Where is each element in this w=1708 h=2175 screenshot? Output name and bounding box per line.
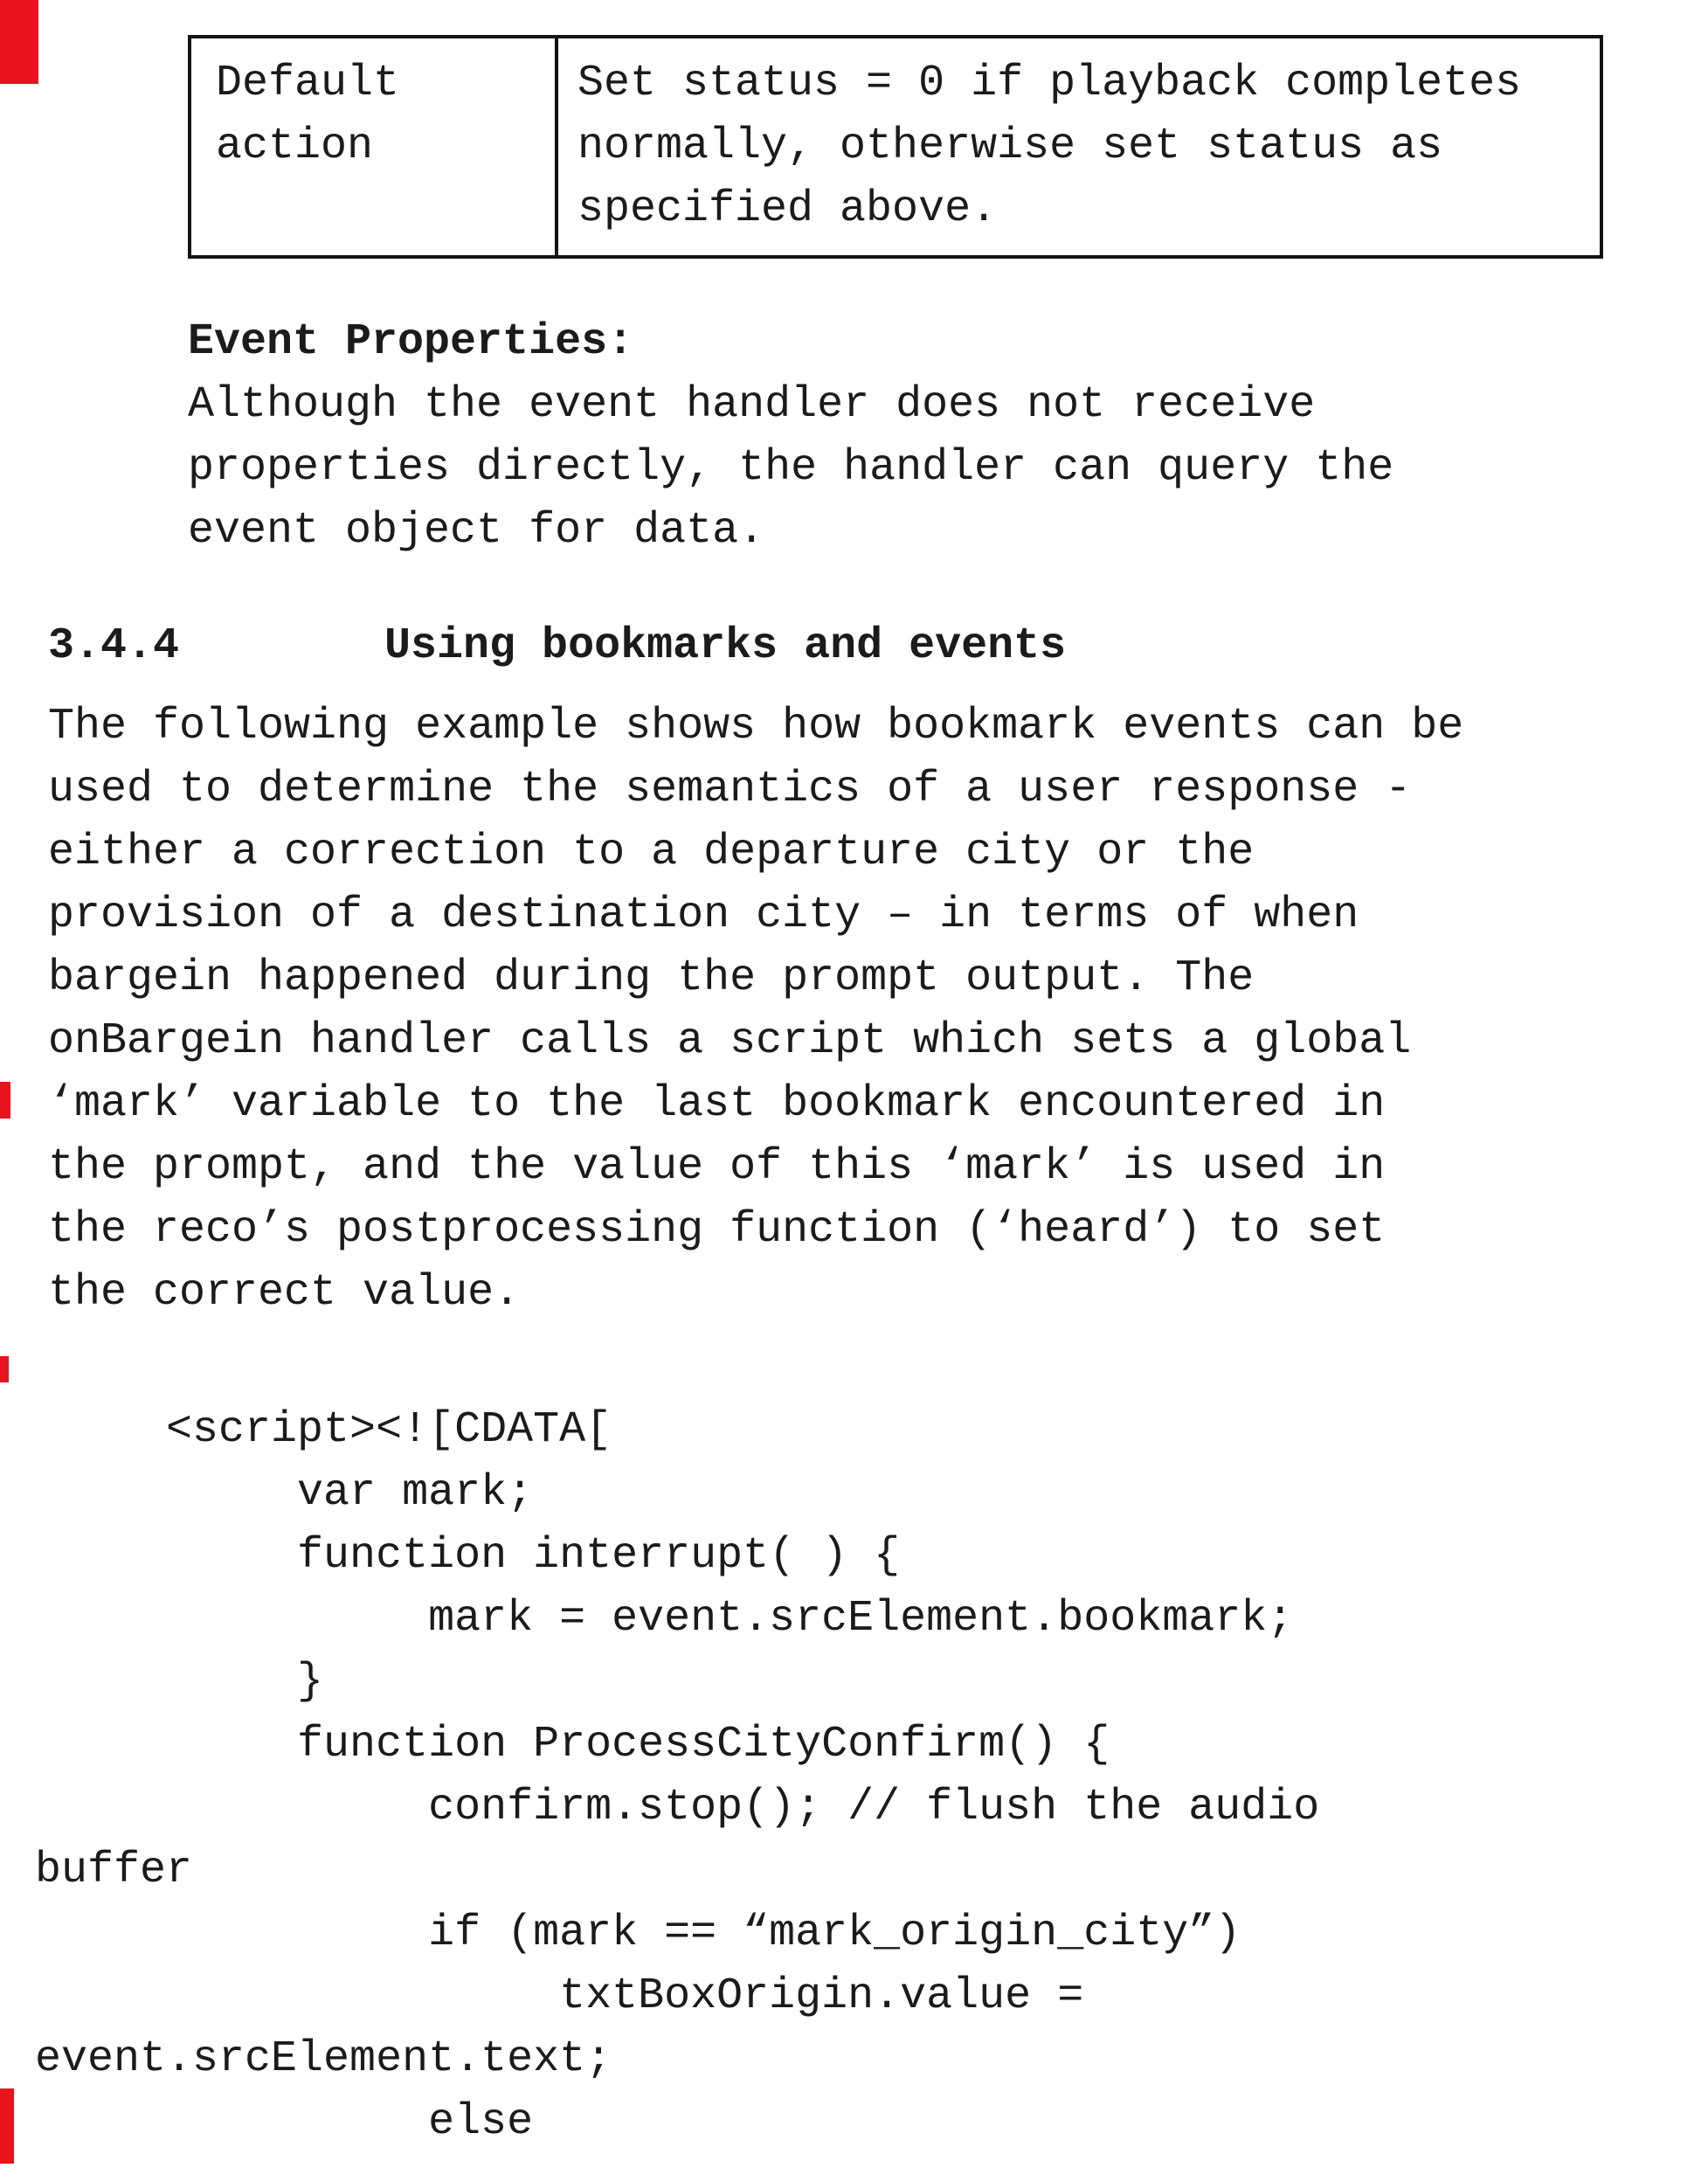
code-block <box>35 1399 1708 2154</box>
code-line: } <box>35 1657 324 1707</box>
section-number: 3.4.4 <box>48 621 180 671</box>
table-definition-line: Set status = 0 if playback completes <box>577 59 1522 108</box>
code-line: function ProcessCityConfirm() { <box>35 1720 1110 1770</box>
default-action-table <box>188 35 1603 259</box>
code-line: txtBoxOrigin.value = <box>35 1971 1084 2021</box>
code-line: var mark; <box>35 1468 534 1518</box>
code-line: mark = event.srcElement.bookmark; <box>35 1594 1294 1644</box>
table-cell-term <box>191 38 558 255</box>
code-line: function interrupt( ) { <box>35 1531 901 1581</box>
scan-artifact-top-left <box>0 0 38 84</box>
table-cell-definition <box>558 38 1600 255</box>
paragraph-line: the prompt, and the value of this ‘mark’ is used in <box>48 1142 1386 1192</box>
body-paragraph <box>48 696 1708 1325</box>
code-line: event.srcElement.text; <box>35 2034 612 2084</box>
code-line: else <box>35 2097 534 2147</box>
table-term-line: action <box>216 121 374 171</box>
paragraph-line: onBargein handler calls a script which sets a global <box>48 1016 1412 1066</box>
paragraph-line: event object for data. <box>188 506 765 556</box>
paragraph-line: ‘mark’ variable to the last bookmark encountered in <box>48 1079 1386 1129</box>
code-line: <script><![CDATA[ <box>35 1405 612 1455</box>
code-line: if (mark == “mark_origin_city”) <box>35 1908 1241 1958</box>
code-line: buffer <box>35 1846 193 1895</box>
paragraph-line: used to determine the semantics of a user response - <box>48 765 1412 814</box>
paragraph-line: the correct value. <box>48 1268 521 1318</box>
event-properties-heading: Event Properties: <box>188 317 634 367</box>
code-line: confirm.stop(); // flush the audio <box>35 1783 1320 1832</box>
scan-artifact-bottom-left <box>0 2088 14 2164</box>
paragraph-line: either a correction to a departure city or the <box>48 828 1255 877</box>
paragraph-line: the reco’s postprocessing function (‘heard’) to set <box>48 1205 1386 1255</box>
table-definition-line: normally, otherwise set status as <box>577 121 1443 171</box>
paragraph-line: Although the event handler does not receive <box>188 380 1316 430</box>
table-definition-line: specified above. <box>577 184 998 234</box>
scan-artifact-left-edge-2 <box>0 1356 9 1382</box>
table-term-line: Default <box>216 59 400 108</box>
section-heading <box>48 615 1708 678</box>
event-properties-paragraph <box>188 374 1708 563</box>
scan-artifact-left-edge-1 <box>0 1082 10 1119</box>
paragraph-line: bargein happened during the prompt output. The <box>48 953 1255 1003</box>
paragraph-line: provision of a destination city – in terms of when <box>48 890 1359 940</box>
paragraph-line: The following example shows how bookmark events can be <box>48 702 1464 752</box>
paragraph-line: properties directly, the handler can query the <box>188 443 1394 493</box>
section-title: Using bookmarks and events <box>384 621 1067 671</box>
